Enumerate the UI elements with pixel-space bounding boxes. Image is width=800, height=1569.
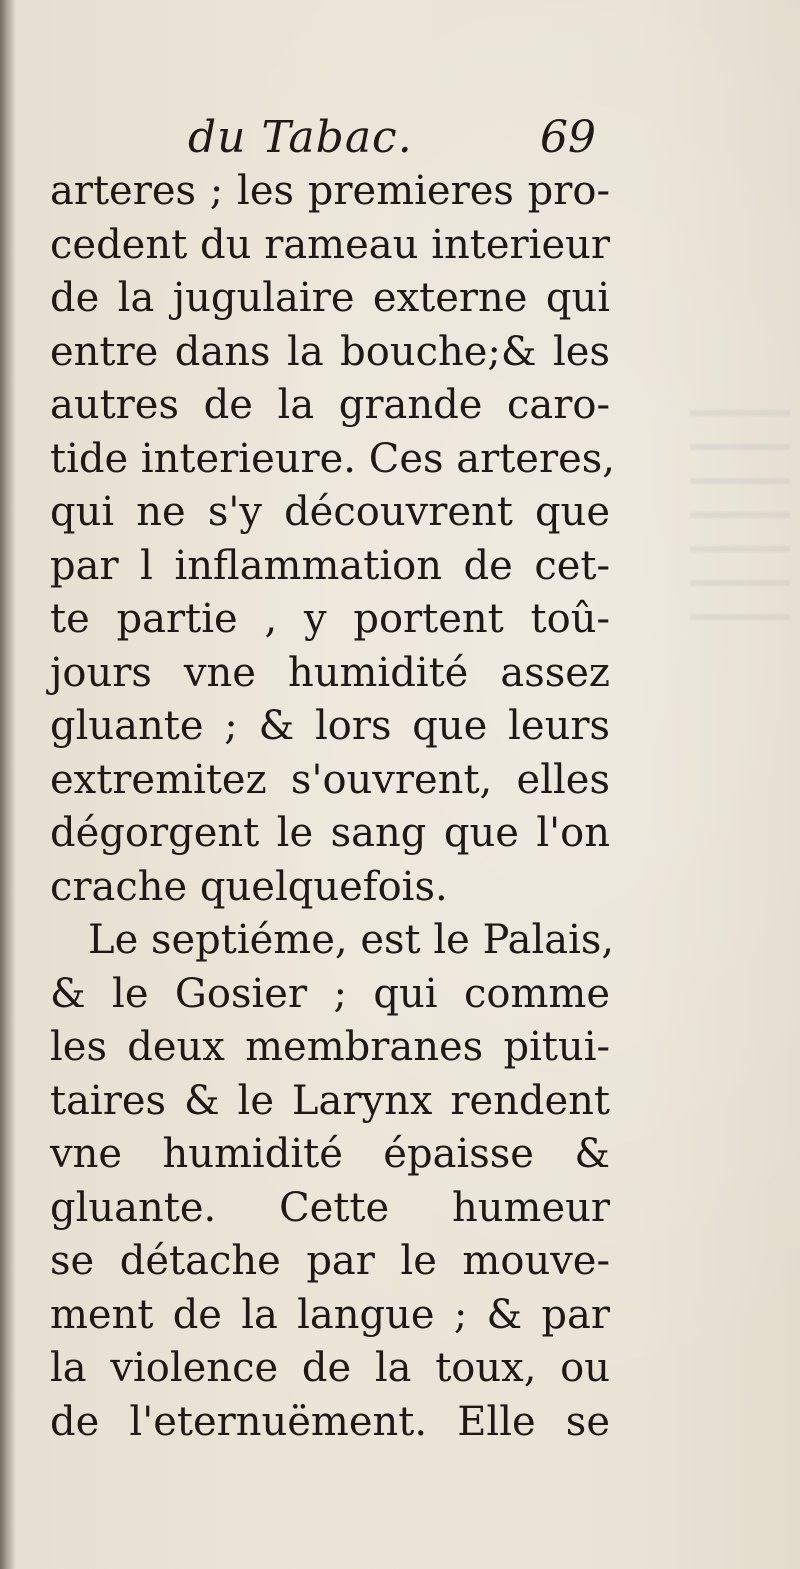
text-line-23: la violence de la toux, ou [50,1345,610,1391]
text-line-22: ment de la langue ; & par [50,1291,610,1338]
text-line-19: vne humidité épaisse & [50,1131,610,1177]
page-number: 69 [540,112,596,163]
text-line-1: arteres ; les premieres pro- [50,168,610,214]
ink-bleed-through [690,390,790,620]
text-line-3: de la jugulaire externe qui [50,275,610,321]
text-line-7: qui ne s'y découvrent que [50,489,610,535]
running-title: du Tabac. [188,112,413,163]
text-line-16: & le Gosier ; qui comme [50,970,610,1017]
text-line-11: gluante ; & lors que leurs [50,703,610,749]
text-line-21: se détache par le mouve- [50,1238,610,1284]
text-line-15: Le septiéme, est le Palais, [88,917,615,963]
body-text [50,165,615,1449]
page-header [0,108,800,168]
text-line-6: tide interieure. Ces arteres, [50,435,615,482]
text-line-17: les deux membranes pitui- [50,1024,610,1070]
text-line-12: extremitez s'ouvrent, elles [50,756,610,803]
gutter-shadow [0,0,16,1569]
text-line-8: par l inflammation de cet- [50,542,610,589]
text-line-2: cedent du rameau interieur [50,221,610,268]
text-line-4: entre dans la bouche;& les [50,328,610,375]
text-line-24: de l'eternuëment. Elle se [50,1398,610,1445]
text-line-18: taires & le Larynx rendent [50,1077,610,1124]
text-line-20: gluante. Cette humeur [50,1184,610,1231]
text-line-9: te partie , y portent toû- [50,596,610,642]
text-line-10: jours vne humidité assez [50,649,610,696]
text-line-5: autres de la grande caro- [50,382,610,428]
text-line-13: dégorgent le sang que l'on [50,810,610,856]
text-line-14: crache quelquefois. [50,863,448,910]
